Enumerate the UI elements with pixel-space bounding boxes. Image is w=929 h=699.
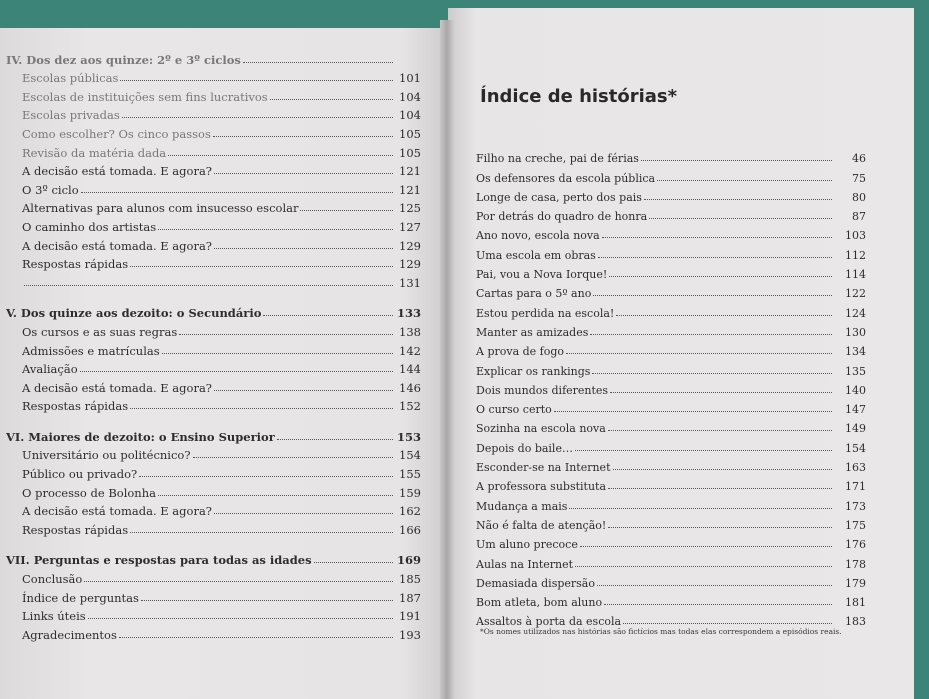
entry-title: Índice de perguntas [22,590,139,605]
page-number: 179 [845,576,866,590]
entry-title: Explicar os rankings [476,364,591,378]
page-number: 144 [399,362,421,377]
toc-entry [6,141,421,160]
page-number: 162 [399,504,421,519]
dot-leader [597,585,832,586]
toc-entry [6,425,421,444]
story-entry [476,146,866,165]
page-number: 152 [399,399,421,414]
story-entry [476,358,866,377]
page-number: 46 [852,152,866,166]
dot-leader [214,513,393,514]
page-number: 105 [399,126,421,141]
entry-title: Manter as amizades [476,325,589,339]
page-number: 112 [845,248,866,262]
page-number: 105 [399,145,421,160]
page-number: 154 [399,448,421,463]
dot-leader [270,99,393,100]
dot-leader [608,527,832,528]
toc-entry [6,481,421,500]
dot-leader [162,353,393,354]
dot-leader [580,546,832,547]
toc-entry [6,85,421,104]
page-number: 125 [399,201,421,216]
entry-title: Respostas rápidas [22,399,129,414]
dot-leader [608,430,832,431]
table-of-contents [6,48,421,642]
page-number: 101 [399,71,421,86]
page-number: 104 [399,89,421,104]
entry-title: Como escolher? Os cinco passos [22,126,211,141]
story-entry [476,455,866,474]
story-entry [476,571,866,590]
story-entry [476,416,866,435]
toc-entry [6,339,421,358]
page-number: 193 [399,627,421,642]
toc-entry [6,320,421,339]
dot-leader [141,600,393,601]
dot-leader [609,276,832,277]
entry-title: Avaliação [22,362,78,377]
dot-leader [119,637,393,638]
page-number: 146 [399,380,421,395]
dot-leader [158,229,393,230]
entry-title: IV. Dos dez aos quinze: 2º e 3º ciclos [6,52,241,67]
dot-leader [610,392,832,393]
page-number: 175 [845,518,866,532]
dot-leader [80,371,393,372]
entry-title: Aulas na Internet [476,557,574,571]
toc-entry [6,197,421,216]
dot-leader [139,476,393,477]
entry-title: O curso certo [476,403,552,417]
page-number: 178 [845,557,866,571]
page-number: 133 [397,306,422,321]
story-entry [476,223,866,242]
entry-title: A professora substituta [476,480,607,494]
toc-entry [6,444,421,463]
entry-title: A decisão está tomada. E agora? [22,164,212,179]
toc-entry [6,549,421,568]
page-number: 154 [845,441,866,455]
page-number: 187 [399,590,421,605]
page-number: 155 [399,467,421,482]
page-number: 121 [399,182,421,197]
page-number: 173 [845,499,866,513]
page-title: Índice de histórias* [480,86,678,107]
dot-leader [554,411,832,412]
dot-leader [130,266,393,267]
entry-title: V. Dos quinze aos dezoito: o Secundário [6,306,262,321]
dot-leader [122,117,393,118]
entry-title: Respostas rápidas [22,257,129,272]
story-entry [476,281,866,300]
story-entry [476,204,866,223]
page-number: 135 [845,364,866,378]
story-entry [476,532,866,551]
stories-index [476,146,866,628]
page-number: 114 [845,268,866,282]
dot-leader [88,618,393,619]
entry-title: Pai, vou a Nova Iorque! [476,268,608,282]
dot-leader [649,218,832,219]
story-entry [476,320,866,339]
toc-entry [6,271,421,290]
dot-leader [608,488,832,489]
page-number: 176 [845,538,866,552]
story-entry [476,474,866,493]
page-number: 181 [845,596,866,610]
story-entry [476,185,866,204]
entry-title: O processo de Bolonha [22,485,156,500]
toc-entry [6,605,421,624]
toc-entry [6,178,421,197]
dot-leader [179,334,393,335]
dot-leader [598,257,832,258]
entry-title: A prova de fogo [476,345,565,359]
dot-leader [213,136,393,137]
dot-leader [130,532,393,533]
dot-leader [120,80,393,81]
entry-title: Esconder-se na Internet [476,461,611,475]
entry-title: Revisão da matéria dada [22,145,167,160]
story-entry [476,262,866,281]
entry-title: Cartas para o 5º ano [476,287,592,301]
dot-leader [243,62,393,63]
page-number: 142 [399,343,421,358]
page-number: 129 [399,257,421,272]
page-number: 185 [399,572,421,587]
entry-title: Uma escola em obras [476,248,596,262]
entry-title: Escolas de instituições sem fins lucrativos [22,89,268,104]
page-number: 191 [399,609,421,624]
toc-entry [6,67,421,86]
page-number: 140 [845,383,866,397]
story-entry [476,551,866,570]
page-number: 127 [399,219,421,234]
entry-title: Estou perdida na escola! [476,306,615,320]
page-number: 122 [845,287,866,301]
story-entry [476,435,866,454]
page-number: 75 [852,171,866,185]
entry-title: A decisão está tomada. E agora? [22,238,212,253]
story-entry [476,378,866,397]
entry-title: Um aluno precoce [476,538,578,552]
footnote: *Os nomes utilizados nas histórias são fictícios mas todas elas correspondem a episódios reais. [480,627,842,636]
toc-entry [6,122,421,141]
toc-entry [6,104,421,123]
story-entry [476,493,866,512]
entry-title: O 3º ciclo [22,182,79,197]
dot-leader [300,210,393,211]
entry-title: Conclusão [22,572,83,587]
entry-title: Respostas rápidas [22,522,129,537]
toc-entry [6,567,421,586]
toc-entry [6,623,421,642]
entry-title: Escolas privadas [22,108,120,123]
dot-leader [130,408,393,409]
story-entry [476,397,866,416]
page-number: 166 [399,522,421,537]
toc-entry [6,48,421,67]
dot-leader [214,173,393,174]
toc-entry [6,234,421,253]
dot-leader [314,562,393,563]
dot-leader [214,390,393,391]
toc-entry [6,358,421,377]
entry-title: Demasiada dispersão [476,576,595,590]
page-number: 153 [397,429,422,444]
dot-leader [566,353,832,354]
page-number: 124 [845,306,866,320]
page-number: 149 [845,422,866,436]
page-number: 159 [399,485,421,500]
dot-leader [604,604,832,605]
dot-leader [168,155,393,156]
entry-title: Sozinha na escola nova [476,422,606,436]
toc-entry [6,462,421,481]
story-entry [476,300,866,319]
entry-title: Não é falta de atenção! [476,518,607,532]
page-number: 169 [397,553,422,568]
dot-leader [81,192,393,193]
dot-leader [569,508,832,509]
dot-leader [590,334,832,335]
page-number: 129 [399,238,421,253]
entry-title: Admissões e matrículas [22,343,160,358]
story-entry [476,165,866,184]
toc-entry [6,253,421,272]
entry-title: VI. Maiores de dezoito: o Ensino Superior [6,429,275,444]
page-number: 138 [399,324,421,339]
dot-leader [592,373,832,374]
dot-leader [263,315,393,316]
dot-leader [641,160,832,161]
dot-leader [575,450,832,451]
page-number: 87 [852,210,866,224]
dot-leader [644,199,832,200]
toc-entry [6,586,421,605]
entry-title: Longe de casa, perto dos pais [476,190,642,204]
entry-title: Agradecimentos [22,627,117,642]
toc-entry [6,160,421,179]
entry-title: Links úteis [22,609,86,624]
dot-leader [193,457,394,458]
entry-title: Ano novo, escola nova [476,229,600,243]
toc-entry [6,302,421,321]
book-spine [440,20,454,699]
entry-title: Os cursos e as suas regras [22,324,178,339]
page-number: 103 [845,229,866,243]
page-number: 121 [399,164,421,179]
toc-entry [6,376,421,395]
dot-leader [24,285,393,286]
dot-leader [613,469,833,470]
entry-title: Escolas públicas [22,71,119,86]
dot-leader [657,180,832,181]
dot-leader [593,295,832,296]
story-entry [476,590,866,609]
dot-leader [214,248,393,249]
entry-title: Público ou privado? [22,467,138,482]
dot-leader [277,439,393,440]
story-entry [476,339,866,358]
toc-entry [6,395,421,414]
page-number: 183 [845,615,866,629]
page-number: 104 [399,108,421,123]
page-number: 80 [852,190,866,204]
page-number: 163 [845,461,866,475]
page-number: 131 [399,275,421,290]
entry-title: A decisão está tomada. E agora? [22,380,212,395]
entry-title: Alternativas para alunos com insucesso escolar [22,201,299,216]
dot-leader [158,495,393,496]
entry-title: VII. Perguntas e respostas para todas as idades [6,553,312,568]
story-entry [476,513,866,532]
dot-leader [623,623,832,624]
page-number: 134 [845,345,866,359]
toc-entry [6,215,421,234]
entry-title: Mudança a mais [476,499,568,513]
dot-leader [575,566,832,567]
entry-title: Depois do baile… [476,441,573,455]
entry-title: Por detrás do quadro de honra [476,210,648,224]
dot-leader [84,581,393,582]
dot-leader [602,237,832,238]
page-number: 171 [845,480,866,494]
page-number: 147 [845,403,866,417]
dot-leader [616,315,832,316]
entry-title: Universitário ou politécnico? [22,448,191,463]
entry-title: O caminho dos artistas [22,219,157,234]
story-entry [476,242,866,261]
page-number: 130 [845,325,866,339]
entry-title: A decisão está tomada. E agora? [22,504,212,519]
entry-title: Bom atleta, bom aluno [476,596,603,610]
entry-title: Filho na creche, pai de férias [476,152,639,166]
entry-title: Dois mundos diferentes [476,383,609,397]
story-entry [476,609,866,628]
toc-entry [6,518,421,537]
entry-title: Assaltos à porta da escola [476,615,622,629]
toc-entry [6,500,421,519]
entry-title: Os defensores da escola pública [476,171,656,185]
